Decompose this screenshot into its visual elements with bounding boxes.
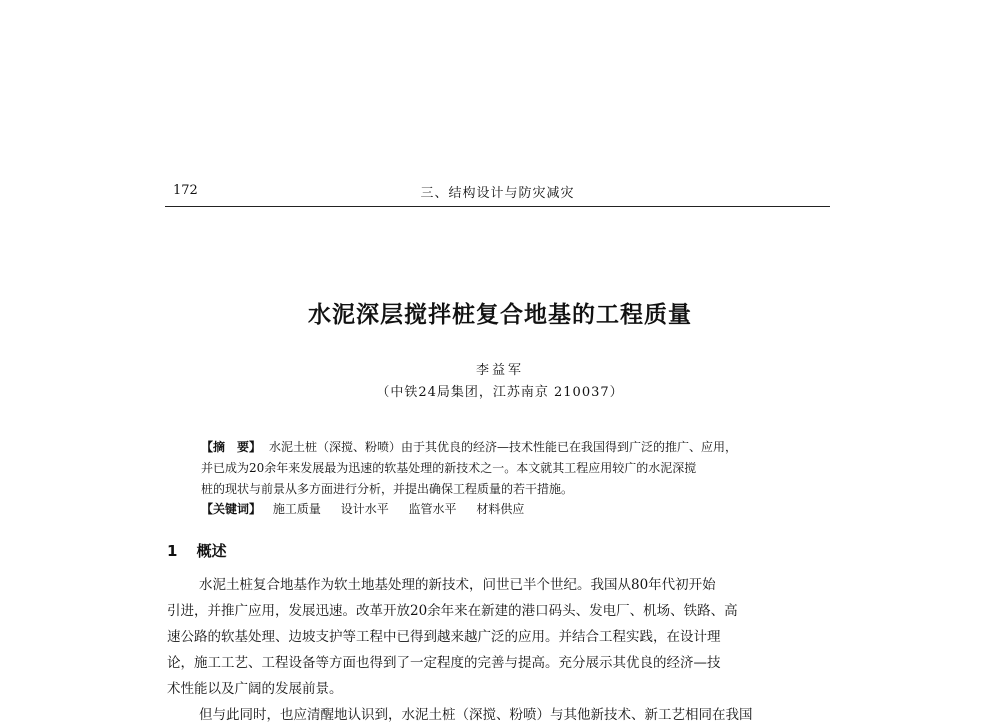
section-title: 概述	[196, 542, 227, 560]
page-number: 172	[173, 183, 198, 198]
section-number: 1	[167, 542, 178, 560]
running-section-title: 三、结构设计与防灾减灾	[420, 186, 575, 201]
keyword: 材料供应	[476, 502, 525, 516]
paragraph-line: 水泥土桩复合地基作为软土地基处理的新技术，问世已半个世纪。我国从80年代初开始	[199, 577, 716, 593]
author-name: 李益军	[475, 363, 524, 378]
abstract-line-1	[201, 437, 801, 458]
article-title: 水泥深层搅拌桩复合地基的工程质量	[308, 302, 692, 328]
keywords-block	[201, 500, 540, 517]
keyword: 监管水平	[408, 502, 457, 516]
author-affiliation: （中铁24局集团，江苏南京 210037）	[376, 385, 624, 400]
abstract-label: 【摘 要】	[201, 440, 262, 454]
abstract-line-2: 并已成为20余年来发展最为迅速的软基处理的新技术之一。本文就其工程应用较广的水泥深搅	[201, 461, 697, 475]
section-heading	[167, 540, 227, 561]
abstract-text: 水泥土桩（深搅、粉喷）由于其优良的经济—技术性能已在我国得到广泛的推广、应用，	[269, 440, 738, 454]
abstract-line-3: 桩的现状与前景从多方面进行分析，并提出确保工程质量的若干措施。	[201, 482, 574, 496]
paragraph-line: 但与此同时，也应清醒地认识到，水泥土桩（深搅、粉喷）与其他新技术、新工艺相同在我国	[199, 707, 753, 723]
keyword: 设计水平	[340, 502, 389, 516]
keyword: 施工质量	[272, 502, 321, 516]
keywords-label: 【关键词】	[201, 502, 262, 516]
running-header	[165, 181, 830, 203]
paragraph-line: 引进，并推广应用，发展迅速。改革开放20余年来在新建的港口码头、发电厂、机场、铁路、高	[167, 603, 738, 619]
body-text	[167, 572, 832, 728]
paragraph-line: 术性能以及广阔的发展前景。	[167, 681, 343, 697]
paragraph-line: 论，施工工艺、工程设备等方面也得到了一定程度的完善与提高。充分展示其优良的经济—技	[167, 655, 721, 671]
paragraph-line: 速公路的软基处理、边坡支护等工程中已得到越来越广泛的应用。并结合工程实践，在设计理	[167, 629, 721, 645]
header-rule	[165, 206, 830, 207]
abstract-block	[201, 437, 801, 500]
